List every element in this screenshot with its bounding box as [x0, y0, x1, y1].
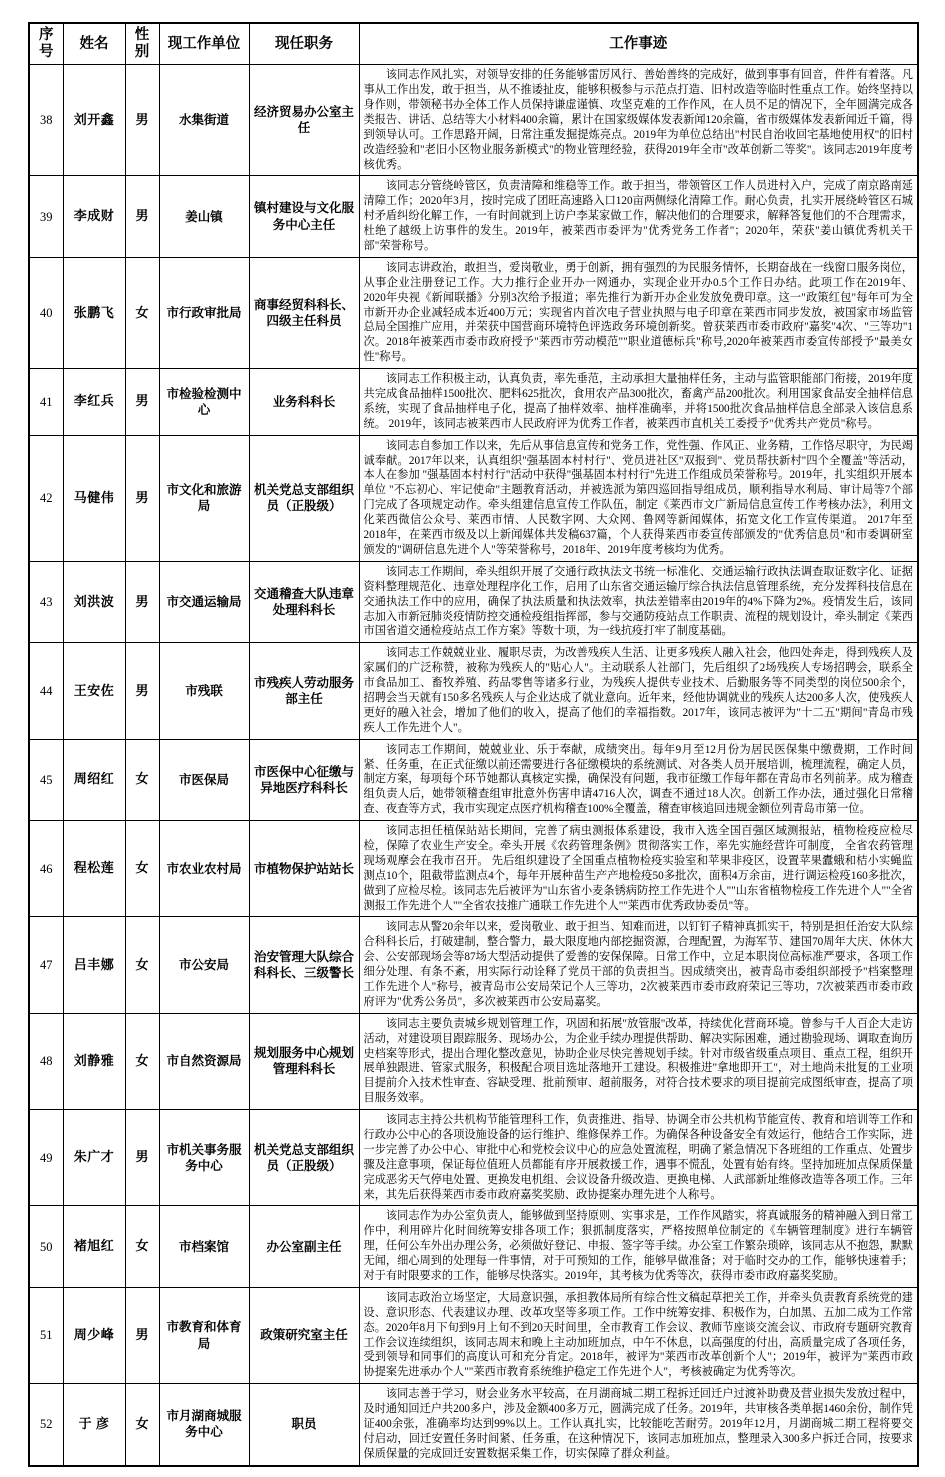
- cell-name: 吕丰娜: [63, 917, 125, 1013]
- cell-name: 张鹏飞: [63, 257, 125, 368]
- cell-name: 刘静雅: [63, 1013, 125, 1109]
- cell-position: 镇村建设与文化服务中心主任: [249, 176, 359, 257]
- cell-work-unit: 市机关事务服务中心: [159, 1110, 249, 1206]
- cell-work-unit: 市医保局: [159, 739, 249, 820]
- cell-position: 市残疾人劳动服务部主任: [249, 643, 359, 739]
- column-header-work-unit: 现工作单位: [159, 23, 249, 65]
- cell-work-unit: 水集街道: [159, 65, 249, 176]
- table-row: [29, 257, 918, 368]
- cell-work-deeds: 该同志自参加工作以来，先后从事信息宣传和党务工作，党性强、作风正、业务精，工作恪尽职守，为民竭诚奉献。2017年以来，认真组织"强基固本村村行"、党员进社区"双报到"、党员帮扶新村"四个全覆盖"等活动，本人在参加 "强基固本村村行"活动中获得"强基固本村村行"先进工作组成员荣誉称号。2019年，扎实组织开展本单位 "不忘初心、牢记使命"主题教育活动，并被选派为第四巡回指导组成员，顺利指导水利局、审计局等7个部门完成了各项规定动作。牵头组建信息宣传工作队伍，制定《莱西市文广新局信息宣传工作考核办法》，利用文化莱西微信公众号、莱西市情、人民数字网、大众网、鲁网等新闻媒体，拓宽文化工作宣传渠道。 2017年至2018年，在莱西市级及以上新闻媒体共发稿637篇，个人获得莱西市委宣传部颁发的"优秀信息员"和市委调研室颁发的"调研信息先进个人"等荣誉称号，2018年、2019年度考核均为优秀。: [359, 435, 918, 561]
- cell-gender: 男: [125, 435, 159, 561]
- cell-work-deeds: 该同志工作期间，兢兢业业、乐于奉献，成绩突出。每年9月至12月份为居民医保集中缴费期，工作时间紧、任务重，在正式征缴以前还需要进行各征缴模块的系统测试、对各类人员开展培训，梳理流程，确定人员，制定方案，每项每个环节她都认真核定实操，确保没有问题，我市征缴工作每年都在青岛市名列前茅。成为稽查组负责人后，她带领稽查组审批意外伤害申请4716人次，调查不通过18人次。创新工作办法，通过强化日常稽查、夜查等方式，我市实现定点医疗机构稽查100%全覆盖，稽查审核追回违规金额位列青岛市第一位。: [359, 739, 918, 820]
- header-row: [29, 23, 918, 65]
- cell-sequence: 38: [29, 65, 63, 176]
- cell-gender: 女: [125, 1206, 159, 1287]
- cell-work-unit: 市自然资源局: [159, 1013, 249, 1109]
- cell-sequence: 51: [29, 1287, 63, 1383]
- column-header-name: 姓名: [63, 23, 125, 65]
- cell-sequence: 43: [29, 561, 63, 642]
- cell-work-unit: 市交通运输局: [159, 561, 249, 642]
- cell-sequence: 40: [29, 257, 63, 368]
- table-row: [29, 1110, 918, 1206]
- cell-name: 李红兵: [63, 369, 125, 436]
- cell-work-deeds: 该同志从警20余年以来，爱岗敬业、敢于担当、知难而进，以钉钉子精神真抓实干，特别是担任治安大队综合科科长后，打破建制，整合警力，最大限度地内部挖掘资源，合理配置，为海军节、建国70周年大庆、休休大会、公安部现场会等87场大型活动提供了爱善的安保保障。日常工作中，立足本职岗位高标准严要求，各项工作细分处理、有条不紊，用实际行动诠释了党员干部的负责担当。因成绩突出，被青岛市委组织部授予"档案整理工作先进个人"称号，被青岛市公安局荣记个人三等功，2次被莱西市委市政府荣记三等功，7次被莱西市委市政府评为"优秀公务员"，多次被莱西市公安局嘉奖。: [359, 917, 918, 1013]
- cell-position: 业务科科长: [249, 369, 359, 436]
- cell-gender: 男: [125, 1110, 159, 1206]
- cell-work-deeds: 该同志分管绕岭管区，负责清障和维稳等工作。敢于担当，带领管区工作人员进村入户，完成了南京路南延清障工作；2020年3月，按时完成了团旺高速路入口120亩两侧绿化清障工作。耐心负责，扎实开展绕岭管区石城村矛盾纠纷化解工作，一有时间就到上访户李某家做工作，解决他们的合理要求，解释答复他们的不合理需求，杜绝了越级上访事件的发生。2019年，被莱西市委评为"优秀党务工作者"；2020年，荣获"姜山镇优秀机关干部"荣誉称号。: [359, 176, 918, 257]
- table-row: [29, 65, 918, 176]
- cell-position: 职员: [249, 1384, 359, 1466]
- cell-work-deeds: 该同志政治立场坚定，大局意识强，承担教体局所有综合性文稿起草把关工作，并牵头负责教育系统党的建设、意识形态、代表建议办理、改革攻坚等多项工作。工作中统筹安排、积极作为，白加黑、五加二成为工作常态。2020年8月下旬到9月上旬不到20天时间里，全市教育工作会议、教师节座谈交流会议、市政府专题研究教育工作会议连续组织，该同志周末和晚上主动加班加点，中午不休息，以高强度的付出，高质量完成了各项任务，受到领导和同事们的高度认可和充分肯定。2018年，被评为"莱西市改革创新个人"；2019年，被评为"莱西市政协提案先进承办个人""莱西市教育系统维护稳定工作先进个人"，考核被确定为优秀等次。: [359, 1287, 918, 1383]
- cell-position: 机关党总支部组织员（正股级）: [249, 1110, 359, 1206]
- cell-work-unit: 市档案馆: [159, 1206, 249, 1287]
- cell-name: 褚旭红: [63, 1206, 125, 1287]
- cell-work-deeds: 该同志作为办公室负责人，能够做到坚持原则、实事求是，工作作风踏实，将真诚服务的精神融入到日常工作中，利用碎片化时间统筹安排各项工作；狠抓制度落实，严格按照单位制定的《车辆管理制度》进行车辆管理，任何公车外出办理公务，必须做好登记、申报、签字等手续。办公室工作繁杂琐碎，该同志从不抱怨，默默无闻，细心周到的处理每一件事情，对于可预知的工作，能够早做准备；对于临时交办的工作，能够快速着手；对于有时限要求的工作，能够尽快落实。2019年，其考核为优秀等次，获得市委市政府嘉奖奖励。: [359, 1206, 918, 1287]
- cell-work-unit: 市残联: [159, 643, 249, 739]
- cell-position: 机关党总支部组织员（正股级）: [249, 435, 359, 561]
- cell-position: 规划服务中心规划管理科科长: [249, 1013, 359, 1109]
- cell-position: 交通稽查大队违章处理科科长: [249, 561, 359, 642]
- cell-name: 于 彦: [63, 1384, 125, 1466]
- cell-sequence: 49: [29, 1110, 63, 1206]
- cell-sequence: 39: [29, 176, 63, 257]
- cell-sequence: 45: [29, 739, 63, 820]
- cell-gender: 男: [125, 176, 159, 257]
- cell-position: 市植物保护站站长: [249, 821, 359, 917]
- table-row: [29, 435, 918, 561]
- personnel-roster-table: [28, 22, 919, 1467]
- cell-gender: 男: [125, 561, 159, 642]
- cell-work-deeds: 该同志讲政治，敢担当，爱岗敬业，勇于创新，拥有强烈的为民服务情怀，长期奋战在一线窗口服务岗位，从事企业注册登记工作。大力推行企业开办一网通办，实现企业开办0.5个工作日办结。此项工作在2019年、2020年央视《新闻联播》分别3次给予报道；率先推行为新开办企业发放免费印章。这一"政策红包"每年可为全市新开办企业减轻成本近400万元；实现省内首次电子营业执照与电子印章在莱西市同步发放，被国家市场监管总局全国推广应用，并荣获中国营商环境特色评选政务环境创新奖。曾获莱西市委市政府"嘉奖"4次、"三等功"1次。2018年被莱西市委市政府授予"莱西市劳动模范""职业道德标兵"称号,2020年被莱西市委宣传部授予"最美女性"称号。: [359, 257, 918, 368]
- cell-work-deeds: 该同志工作兢兢业业、履职尽责，为改善残疾人生活、让更多残疾人融入社会，他四处奔走，得到残疾人及家属们的广泛称赞，被称为残疾人的"贴心人"。主动联系人社部门，先后组织了2场残疾人专场招聘会，联系全市食品加工、畜牧养殖、药品零售等诸多行业，为残疾人提供专业技术、后勤服务等不同类型的岗位500余个，招聘会当天就有150多名残疾人与企业达成了就业意向。近年来，经他协调就业的残疾人达200多人次，使残疾人更好的融入社会，增加了他们的收入，提高了他们的幸福指数。2017年，该同志被评为"十二五"期间"青岛市残疾人工作先进个人"。: [359, 643, 918, 739]
- table-row: [29, 176, 918, 257]
- cell-gender: 女: [125, 1384, 159, 1466]
- cell-work-deeds: 该同志主要负责城乡规划管理工作，巩固和拓展"放管服"改革，持续优化营商环境。曾参与千人百企大走访活动，对建设项目跟踪服务、现场办公，为企业手续办理提供帮助、解决实际困难，通过勘验现场、调取查询历史档案等形式，提出合理化整改意见，协助企业尽快完善规划手续。针对市级省级重点项目、重点工程，组织开展单独跟进、管家式服务，积极配合项目选址落地开工建设。积极推进"拿地即开工"，对土地尚未批复的工业项目提前介入技术性审查、容缺受理、批前预审、超前服务，对符合技术要求的项目提前完成图纸审查，提高了项目服务效率。: [359, 1013, 918, 1109]
- cell-work-unit: 市月湖商城服务中心: [159, 1384, 249, 1466]
- cell-work-unit: 姜山镇: [159, 176, 249, 257]
- table-header: [29, 23, 918, 65]
- cell-gender: 女: [125, 739, 159, 820]
- table-row: [29, 643, 918, 739]
- table-row: [29, 369, 918, 436]
- cell-gender: 男: [125, 1287, 159, 1383]
- cell-work-deeds: 该同志作风扎实，对领导安排的任务能够雷厉风行、善始善终的完成好，做到事事有回音，件件有着落。凡事从工作出发，敢于担当，从不推诿扯皮，能够积极参与示范点打造、旧村改造等临时性重点工作。始终坚持以身作则，带领秘书办全体工作人员保持谦虚谨慎、攻坚克难的工作作风，在人员不足的情况下，全年圆满完成各类报告、讲话、总结等大小材料400余篇，累计在国家级媒体发表新闻120余篇，省市级媒体发表新闻近千篇，得到领导认可。工作思路开阔，日常注重发掘提炼亮点。2019年为单位总结出"村民自治收回宅基地使用权"的旧村改造经验和"老旧小区物业服务新模式"的物业管理经验，获得2019年全市"改革创新二等奖"。该同志2019年度考核优秀。: [359, 65, 918, 176]
- cell-name: 周绍红: [63, 739, 125, 820]
- cell-work-deeds: 该同志主持公共机构节能管理科工作，负责推进、指导、协调全市公共机构节能宣传、教育和培训等工作和行政办公中心的各项设施设备的运行维护、维修保养工作。为确保各种设备安全有效运行，他结合工作实际，进一步完善了办公中心、审批中心和党校会议中心的应急处置流程，明确了紧急情况下各班组的工作重点、处置步骤及注意事项，保证每位值班人员都能有序开展救援工作，遇事不慌乱，处置有始有终。坚持加班加点保质保量完成恶劣天气停电处置、更换发电机组、会议设备升级改造、更换电梯、人武部新址维修改造等各项工作。三年来，其先后获得莱西市委市政府嘉奖奖励、政协提案办理先进个人称号。: [359, 1110, 918, 1206]
- cell-name: 刘开鑫: [63, 65, 125, 176]
- cell-name: 程松莲: [63, 821, 125, 917]
- cell-position: 经济贸易办公室主任: [249, 65, 359, 176]
- cell-gender: 男: [125, 65, 159, 176]
- cell-work-deeds: 该同志善于学习，财会业务水平较高，在月湖商城二期工程拆迁回迁户过渡补助费及营业损失发放过程中，及时通知回迁户共200多户，涉及金额400多万元，圆满完成了任务。2019年，共审核各类单据1460余份，制作凭证400余张，准确率均达到99%以上。工作认真扎实，比较能吃苦耐劳。2019年12月，月湖商城二期工程将要交付启动，回迁安置任务时间紧、任务重，在这种情况下，该同志加班加点，整理录入300多户拆迁合同，按要求保质保量的完成回迁安置数据采集工作，切实保障了群众利益。: [359, 1384, 918, 1466]
- column-header-gender: 性别: [125, 23, 159, 65]
- column-header-work-deeds: 工作事迹: [359, 23, 918, 65]
- cell-position: 政策研究室主任: [249, 1287, 359, 1383]
- cell-position: 治安管理大队综合科科长、三级警长: [249, 917, 359, 1013]
- cell-gender: 男: [125, 643, 159, 739]
- table-row: [29, 1287, 918, 1383]
- cell-work-unit: 市文化和旅游局: [159, 435, 249, 561]
- cell-name: 马健伟: [63, 435, 125, 561]
- cell-gender: 女: [125, 917, 159, 1013]
- cell-sequence: 48: [29, 1013, 63, 1109]
- cell-work-unit: 市公安局: [159, 917, 249, 1013]
- cell-work-unit: 市检验检测中心: [159, 369, 249, 436]
- cell-work-deeds: 该同志担任植保站站长期间，完善了病虫测报体系建设，我市入选全国百强区域测报站，植物检疫应检尽检，保障了农业生产安全。牵头开展《农药管理条例》贯彻落实工作，率先实施经营许可制度， 全省农药管理现场观摩会在我市召开。 先后组织建设了全国重点植物检疫实验室和苹果非疫区，设置苹果蠹蛾和桔小实蝇监测点10个，阻截带监测点4个，每年开展种苗生产产地检疫50多批次，面积4万余亩，进行调运检疫160多批次，做到了应检尽检。该同志先后被评为"山东省小麦条锈病防控工作先进个人""山东省植物检疫工作先进个人""全省测报工作先进个人""全省农技推广通联工作先进个人""莱西市优秀政协委员"等。: [359, 821, 918, 917]
- cell-sequence: 47: [29, 917, 63, 1013]
- cell-sequence: 42: [29, 435, 63, 561]
- cell-work-unit: 市行政审批局: [159, 257, 249, 368]
- cell-work-unit: 市教育和体育局: [159, 1287, 249, 1383]
- cell-work-deeds: 该同志工作期间，牵头组织开展了交通行政执法文书统一标准化、交通运输行政执法调查取证数字化、证据资料整理规范化、违章处理程序化工作，启用了山东省交通运输厅综合执法信息管理系统，充分发挥科技信息在交通执法工作中的应用，确保了执法质量和执法效率，执法差错率由2019年的4%下降为2%。疫情发生后，该同志加入市新冠肺炎疫情防控交通检疫组指挥部，参与交通防疫站点工作职责、流程的规划设计，牵头制定《莱西市国省道交通检疫站点工作方案》等数十项，为一线抗疫打牢了制度基础。: [359, 561, 918, 642]
- table-row: [29, 1384, 918, 1466]
- cell-name: 刘洪波: [63, 561, 125, 642]
- cell-position: 办公室副主任: [249, 1206, 359, 1287]
- cell-sequence: 44: [29, 643, 63, 739]
- cell-gender: 女: [125, 821, 159, 917]
- cell-gender: 男: [125, 369, 159, 436]
- cell-gender: 女: [125, 257, 159, 368]
- cell-gender: 女: [125, 1013, 159, 1109]
- cell-work-unit: 市农业农村局: [159, 821, 249, 917]
- cell-sequence: 52: [29, 1384, 63, 1466]
- column-header-position: 现任职务: [249, 23, 359, 65]
- table-row: [29, 1013, 918, 1109]
- cell-position: 市医保中心征缴与异地医疗科科长: [249, 739, 359, 820]
- cell-name: 李成财: [63, 176, 125, 257]
- cell-name: 周少峰: [63, 1287, 125, 1383]
- cell-work-deeds: 该同志工作积极主动，认真负责，率先垂范，主动承担大量抽样任务，主动与监管职能部门衔接，2019年度共完成食品抽样1500批次、肥料625批次，食用农产品300批次，畜禽产品200批次。利用国家食品安全抽样信息系统，实现了食品抽样电子化，提高了抽样效率、抽样准确率，并将1500批次食品抽样信息全部录入该信息系统。 2019年，该同志被莱西市人民政府评为优秀工作者，被莱西市直机关工委授予"优秀共产党员"称号。: [359, 369, 918, 436]
- table-row: [29, 739, 918, 820]
- cell-name: 王安佐: [63, 643, 125, 739]
- column-header-sequence: 序号: [29, 23, 63, 65]
- table-row: [29, 1206, 918, 1287]
- table-row: [29, 917, 918, 1013]
- cell-position: 商事经贸科科长、四级主任科员: [249, 257, 359, 368]
- table-row: [29, 821, 918, 917]
- cell-sequence: 46: [29, 821, 63, 917]
- cell-sequence: 41: [29, 369, 63, 436]
- table-row: [29, 561, 918, 642]
- cell-name: 朱广才: [63, 1110, 125, 1206]
- table-body: [29, 65, 918, 1466]
- cell-sequence: 50: [29, 1206, 63, 1287]
